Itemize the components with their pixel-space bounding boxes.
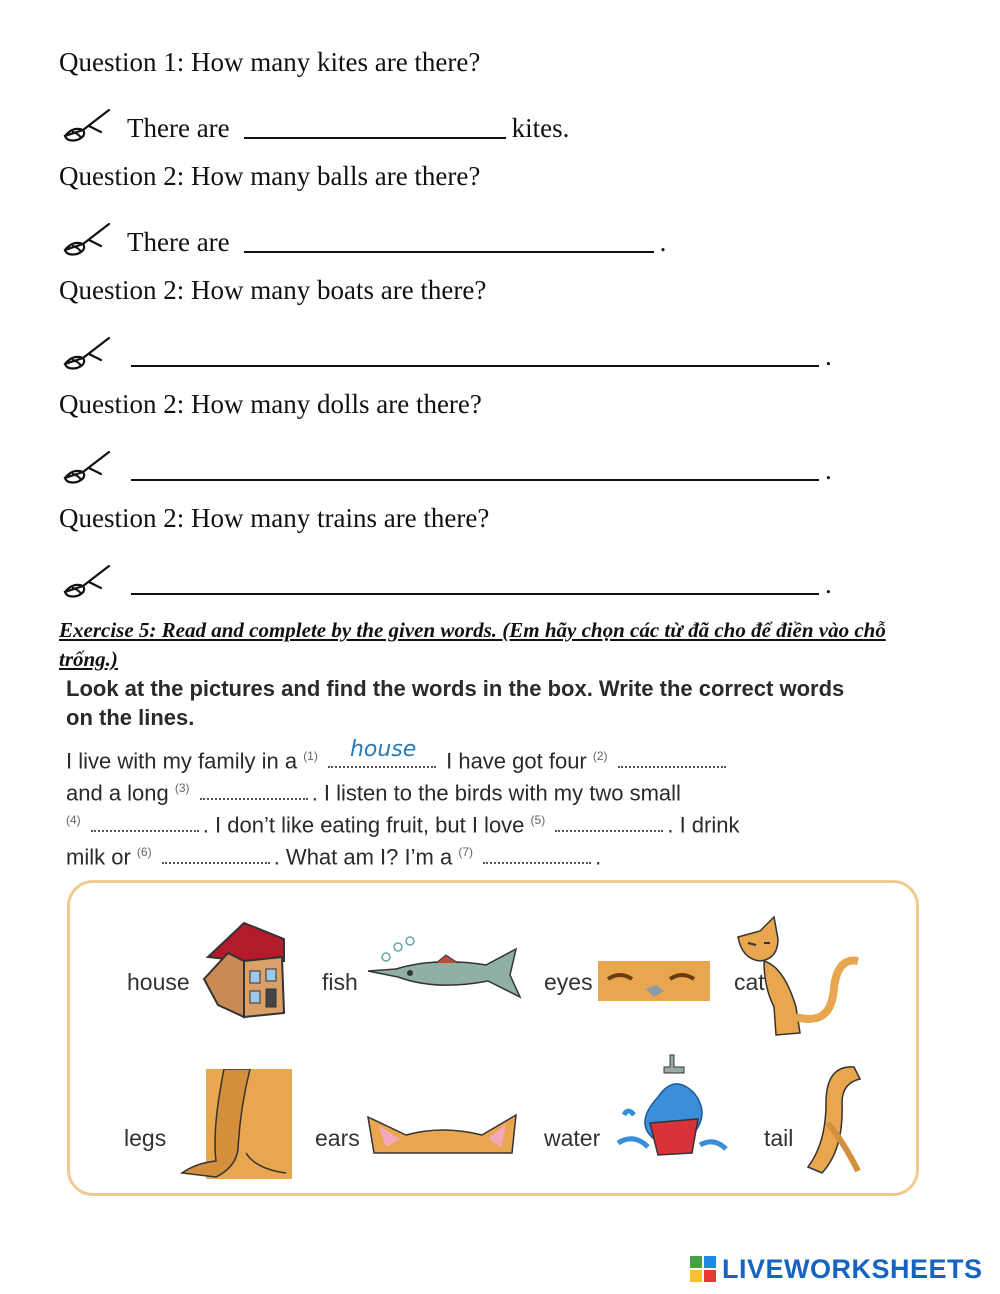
brand-name: LIVEWORKSHEETS <box>722 1253 983 1284</box>
word-eyes: eyes <box>544 969 593 995</box>
water-picture <box>614 1053 730 1171</box>
answer-blank-2[interactable] <box>244 221 654 253</box>
liveworksheets-logo <box>690 1252 990 1286</box>
question-4: Question 2: How many dolls are there? <box>59 389 482 419</box>
example-answer: house <box>349 737 417 763</box>
blank-number-7: (7) <box>458 845 473 859</box>
passage-blank-1 <box>328 737 436 768</box>
legs-picture <box>176 1069 296 1181</box>
ears-picture <box>366 1113 520 1155</box>
question-2: Question 2: How many balls are there? <box>59 161 481 191</box>
house-picture <box>198 917 290 1025</box>
answer-suffix: . <box>825 569 832 599</box>
writing-hand-icon <box>59 562 115 600</box>
tail-picture <box>804 1063 864 1175</box>
answer-suffix: . <box>825 455 832 485</box>
question-3: Question 2: How many boats are there? <box>59 275 487 305</box>
answer-suffix: . <box>659 227 667 257</box>
passage-text: I have got four <box>446 748 587 774</box>
answer-blank-1[interactable] <box>244 107 506 139</box>
blank-number-3: (3) <box>174 781 190 795</box>
answer-prefix: There are <box>127 113 230 143</box>
eyes-picture <box>598 961 710 1001</box>
passage-text: . I listen to the birds with my two small <box>311 780 681 806</box>
answer-row-1 <box>59 104 569 144</box>
exercise-5-title: Exercise 5: Read and complete by the given words. (Em hãy chọn các từ đã cho để điền vào chỗ trống.) <box>59 618 886 671</box>
passage-text: . I drink <box>667 812 740 838</box>
blank-number-5: (5) <box>530 813 546 827</box>
passage-line-4 <box>66 836 601 873</box>
passage-text: I live with my family in a <box>66 748 298 774</box>
passage-blank-7[interactable] <box>483 842 591 864</box>
answer-row-5 <box>59 560 832 600</box>
word-water: water <box>544 1125 601 1151</box>
answer-row-3 <box>59 332 832 372</box>
writing-hand-icon <box>59 106 115 144</box>
answer-row-2 <box>59 218 666 258</box>
cat-picture <box>734 907 864 1039</box>
blank-number-6: (6) <box>136 845 152 859</box>
answer-row-4 <box>59 446 832 486</box>
blank-number-2: (2) <box>592 749 608 763</box>
word-tail: tail <box>764 1125 794 1151</box>
question-1: Question 1: How many kites are there? <box>59 47 481 77</box>
writing-hand-icon <box>59 334 115 372</box>
logo-blocks-icon <box>690 1256 716 1282</box>
answer-blank-5[interactable] <box>131 563 819 595</box>
passage-blank-2[interactable] <box>618 746 726 768</box>
word-house: house <box>127 969 190 995</box>
word-box <box>67 880 919 1196</box>
passage-text: . <box>595 844 602 870</box>
passage-blank-3[interactable] <box>200 778 308 800</box>
answer-suffix: kites. <box>511 113 570 143</box>
word-cat: cat <box>734 969 765 995</box>
passage-text: . I don’t like eating fruit, but I love <box>202 812 525 838</box>
fish-picture <box>366 935 524 1005</box>
passage-blank-5[interactable] <box>555 810 663 832</box>
answer-blank-4[interactable] <box>131 449 819 481</box>
passage-text: and a long <box>66 780 169 806</box>
blank-number-4: (4) <box>66 813 81 827</box>
exercise-instruction: Look at the pictures and find the words in the box. Write the correct words on the lines. <box>66 676 845 730</box>
passage-blank-4[interactable] <box>91 810 199 832</box>
word-legs: legs <box>124 1125 167 1151</box>
blank-number-1: (1) <box>303 749 318 763</box>
answer-suffix: . <box>825 341 832 371</box>
answer-blank-3[interactable] <box>131 335 819 367</box>
passage-text: milk or <box>66 844 131 870</box>
writing-hand-icon <box>59 448 115 486</box>
writing-hand-icon <box>59 220 115 258</box>
answer-prefix: There are <box>127 227 230 257</box>
question-5: Question 2: How many trains are there? <box>59 503 490 533</box>
word-ears: ears <box>315 1125 360 1151</box>
word-fish: fish <box>322 969 358 995</box>
passage-text: . What am I? I’m a <box>273 844 453 870</box>
passage-blank-6[interactable] <box>162 842 270 864</box>
